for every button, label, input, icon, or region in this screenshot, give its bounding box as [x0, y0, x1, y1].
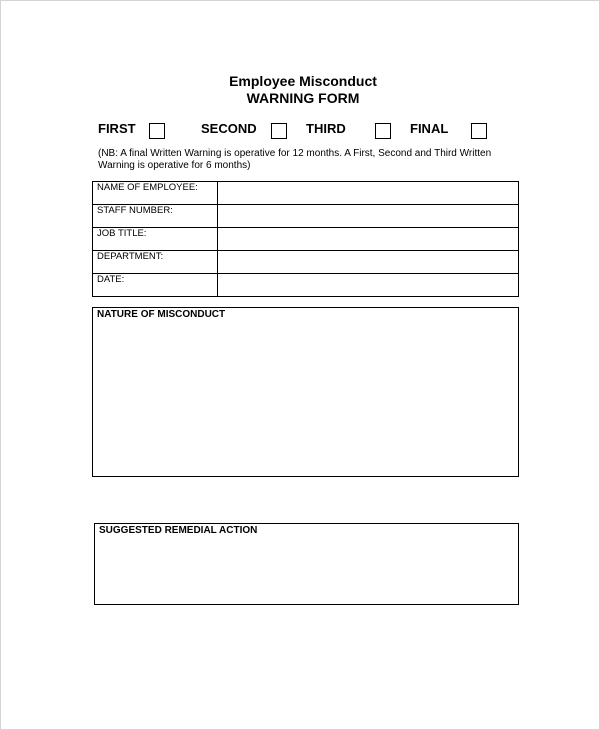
- warning-level-second-label: SECOND: [201, 121, 257, 136]
- staff-number-field[interactable]: [218, 205, 518, 227]
- job-title-field[interactable]: [218, 228, 518, 250]
- warning-level-third-label: THIRD: [306, 121, 346, 136]
- date-field[interactable]: [218, 274, 518, 296]
- staff-number-label: STAFF NUMBER:: [93, 205, 218, 227]
- suggested-remedial-action-box[interactable]: [94, 523, 519, 605]
- employee-name-label: NAME OF EMPLOYEE:: [93, 182, 218, 204]
- validity-note: (NB: A final Written Warning is operative for 12 months. A First, Second and Third Written Warning is operative for 6 months): [98, 148, 492, 171]
- suggested-remedial-action-heading: SUGGESTED REMEDIAL ACTION: [99, 525, 258, 536]
- warning-level-third-checkbox[interactable]: [375, 123, 391, 139]
- department-label: DEPARTMENT:: [93, 251, 218, 273]
- details-row: [93, 204, 518, 227]
- employee-name-field[interactable]: [218, 182, 518, 204]
- employee-details-table: [92, 181, 519, 297]
- department-field[interactable]: [218, 251, 518, 273]
- warning-level-first-label: FIRST: [98, 121, 136, 136]
- nature-of-misconduct-heading: NATURE OF MISCONDUCT: [97, 309, 226, 320]
- nature-of-misconduct-box[interactable]: [92, 307, 519, 477]
- details-row: [93, 182, 518, 204]
- form-subtitle: WARNING FORM: [246, 90, 360, 106]
- date-label: DATE:: [93, 274, 218, 296]
- warning-level-final-label: FINAL: [410, 121, 449, 136]
- form-title: Employee Misconduct: [229, 73, 377, 89]
- details-row: [93, 273, 518, 296]
- warning-level-first-checkbox[interactable]: [149, 123, 165, 139]
- warning-level-final-checkbox[interactable]: [471, 123, 487, 139]
- details-row: [93, 227, 518, 250]
- details-row: [93, 250, 518, 273]
- job-title-label: JOB TITLE:: [93, 228, 218, 250]
- warning-level-second-checkbox[interactable]: [271, 123, 287, 139]
